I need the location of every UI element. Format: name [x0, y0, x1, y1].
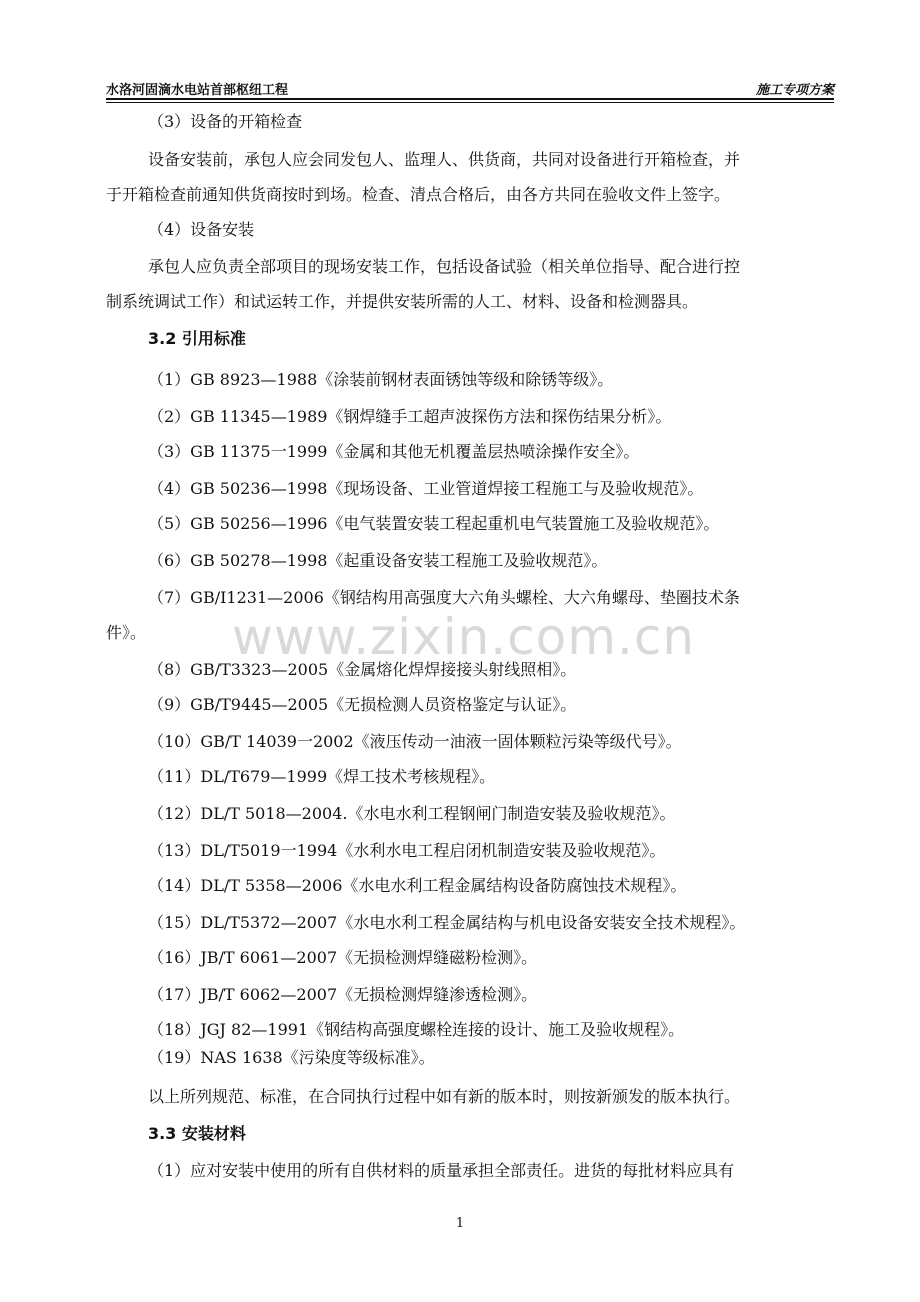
page-header	[106, 76, 834, 98]
watermark: www.zixin.com.cn	[232, 608, 696, 666]
paragraph-line: （1）应对安装中使用的所有自供材料的质量承担全部责任。进货的每批材料应具有	[148, 1161, 735, 1180]
paragraph-line: 设备安装前，承包人应会同发包人、监理人、供货商，共同对设备进行开箱检查，并	[148, 150, 741, 169]
standard-item: （8）GB/T3323—2005《金属熔化焊焊接接头射线照相》。	[148, 660, 577, 679]
standard-item: （9）GB/T9445—2005《无损检测人员资格鉴定与认证》。	[148, 695, 577, 714]
paragraph-line: 制系统调试工作）和试运转工作，并提供安装所需的人工、材料、设备和检测器具。	[106, 292, 699, 311]
standard-item: （11）DL/T679—1999《焊工技术考核规程》。	[148, 767, 496, 786]
paragraph-line: 以上所列规范、标准，在合同执行过程中如有新的版本时，则按新颁发的版本执行。	[148, 1087, 741, 1106]
subsection-heading: （3）设备的开箱检查	[148, 112, 303, 131]
standard-item: （6）GB 50278—1998《起重设备安装工程施工及验收规范》。	[148, 551, 608, 570]
header-rule-thin	[106, 102, 834, 103]
standard-item: （16）JB/T 6061—2007《无损检测焊缝磁粉检测》。	[148, 948, 538, 967]
header-document-type: 施工专项方案	[755, 83, 834, 98]
standard-item: （14）DL/T 5358—2006《水电水利工程金属结构设备防腐蚀技术规程》。	[148, 876, 687, 895]
subsection-heading: （4）设备安装	[148, 220, 255, 239]
standard-item-continuation: 件》。	[106, 623, 147, 642]
paragraph-line: 于开箱检查前通知供货商按时到场。检查、清点合格后，由各方共同在验收文件上签字。	[106, 185, 731, 204]
header-project-title: 水洛河固滴水电站首部枢纽工程	[106, 83, 289, 98]
section-heading: 3.2 引用标准	[148, 329, 246, 348]
standard-item: （15）DL/T5372—2007《水电水利工程金属结构与机电设备安装安全技术规程》。	[148, 913, 746, 932]
standard-item: （19）NAS 1638《污染度等级标准》。	[148, 1048, 435, 1067]
standard-item: （12）DL/T 5018—2004.《水电水利工程钢闸门制造安装及验收规范》。	[148, 804, 676, 823]
standard-item: （13）DL/T5019一1994《水利水电工程启闭机制造安装及验收规范》。	[148, 841, 666, 860]
standard-item: （7）GB/I1231—2006《钢结构用高强度大六角头螺栓、大六角螺母、垫圈技术条	[148, 588, 740, 607]
standard-item: （18）JGJ 82—1991《钢结构高强度螺栓连接的设计、施工及验收规程》。	[148, 1020, 685, 1039]
standard-item: （4）GB 50236—1998《现场设备、工业管道焊接工程施工与及验收规范》。	[148, 479, 704, 498]
standard-item: （5）GB 50256—1996《电气装置安装工程起重机电气装置施工及验收规范》。	[148, 514, 720, 533]
standard-item: （10）GB/T 14039一2002《液压传动一油液一固体颗粒污染等级代号》。	[148, 732, 682, 751]
paragraph-line: 承包人应负责全部项目的现场安装工作，包括设备试验（相关单位指导、配合进行控	[148, 257, 741, 276]
header-rule	[106, 98, 834, 100]
page-number: 1	[455, 1216, 465, 1231]
standard-item: （3）GB 11375一1999《金属和其他无机覆盖层热喷涂操作安全》。	[148, 442, 640, 461]
standard-item: （17）JB/T 6062—2007《无损检测焊缝渗透检测》。	[148, 985, 538, 1004]
standard-item: （2）GB 11345—1989《钢焊缝手工超声波探伤方法和探伤结果分析》。	[148, 407, 672, 426]
standard-item: （1）GB 8923—1988《涂装前钢材表面锈蚀等级和除锈等级》。	[148, 370, 614, 389]
section-heading: 3.3 安装材料	[148, 1124, 246, 1143]
